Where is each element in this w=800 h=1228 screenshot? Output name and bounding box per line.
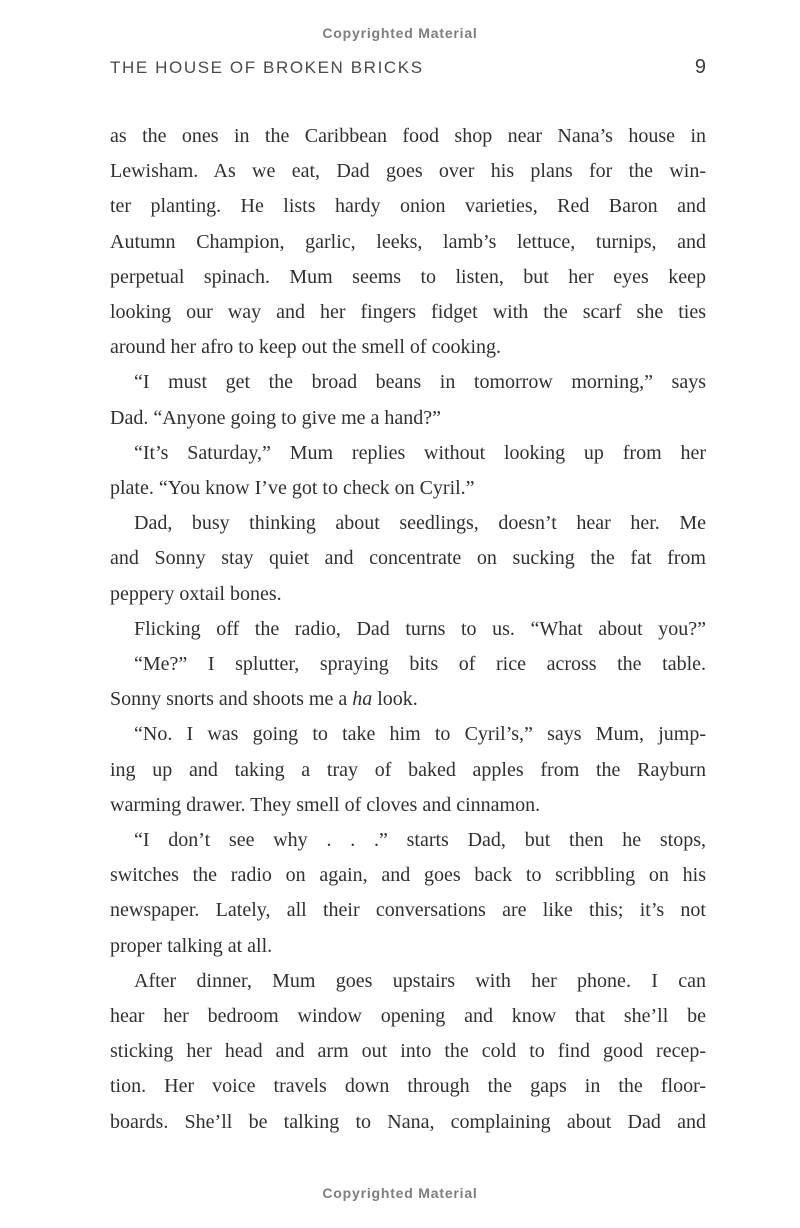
copyright-notice-top: Copyrighted Material (322, 25, 478, 41)
copyright-notice-bottom: Copyrighted Material (322, 1185, 478, 1201)
text-line: Sonny snorts and shoots me a ha look. (110, 688, 418, 711)
paragraph (110, 436, 706, 506)
text-line: plate. “You know I’ve got to check on Cyril.” (110, 477, 475, 500)
text-line: looking our way and her fingers fidget with the scarf she ties (110, 301, 706, 324)
text-line: sticking her head and arm out into the cold to find good recep- (110, 1040, 706, 1063)
text-line: “I don’t see why . . .” starts Dad, but then he stops, (134, 829, 706, 852)
text-line: “I must get the broad beans in tomorrow morning,” says (134, 371, 706, 394)
book-title: THE HOUSE OF BROKEN BRICKS (110, 58, 424, 77)
text-line: Lewisham. As we eat, Dad goes over his plans for the win- (110, 160, 706, 183)
paragraph (110, 823, 706, 964)
paragraph (110, 612, 706, 647)
paragraph (110, 647, 706, 717)
text-line: proper talking at all. (110, 934, 273, 957)
text-line: “Me?” I splutter, spraying bits of rice across the table. (134, 653, 706, 676)
text-line: switches the radio on again, and goes back to scribbling on his (110, 864, 706, 887)
text-line: Dad. “Anyone going to give me a hand?” (110, 406, 442, 429)
running-header (110, 56, 706, 79)
text-line: ing up and taking a tray of baked apples from the Rayburn (110, 758, 706, 781)
paragraph (110, 964, 706, 1140)
text-line: ter planting. He lists hardy onion varieties, Red Baron and (110, 195, 706, 218)
text-line: newspaper. Lately, all their conversations are like this; it’s not (110, 899, 706, 922)
paragraph (110, 365, 706, 435)
text-line: and Sonny stay quiet and concentrate on sucking the fat from (110, 547, 706, 570)
text-line: Flicking off the radio, Dad turns to us. “What about you?” (134, 617, 706, 640)
paragraph (110, 506, 706, 612)
text-line: tion. Her voice travels down through the gaps in the floor- (110, 1075, 706, 1098)
text-line: “No. I was going to take him to Cyril’s,” says Mum, jump- (134, 723, 706, 746)
text-line: peppery oxtail bones. (110, 582, 282, 605)
text-line: around her afro to keep out the smell of cooking. (110, 336, 501, 359)
text-line: boards. She’ll be talking to Nana, complaining about Dad and (110, 1110, 706, 1133)
paragraph (110, 119, 706, 365)
text-line: “It’s Saturday,” Mum replies without looking up from her (134, 441, 706, 464)
text-line: Dad, busy thinking about seedlings, doesn’t hear her. Me (134, 512, 706, 535)
text-line: Autumn Champion, garlic, leeks, lamb’s lettuce, turnips, and (110, 230, 706, 253)
text-line: as the ones in the Caribbean food shop near Nana’s house in (110, 125, 706, 147)
text-line: warming drawer. They smell of cloves and cinnamon. (110, 793, 541, 816)
text-line: After dinner, Mum goes upstairs with her phone. I can (134, 969, 706, 992)
page-number: 9 (694, 56, 706, 78)
text-line: perpetual spinach. Mum seems to listen, but her eyes keep (110, 265, 706, 288)
body-text (110, 119, 706, 1140)
paragraph (110, 717, 706, 823)
text-line: hear her bedroom window opening and know that she’ll be (110, 1005, 706, 1028)
